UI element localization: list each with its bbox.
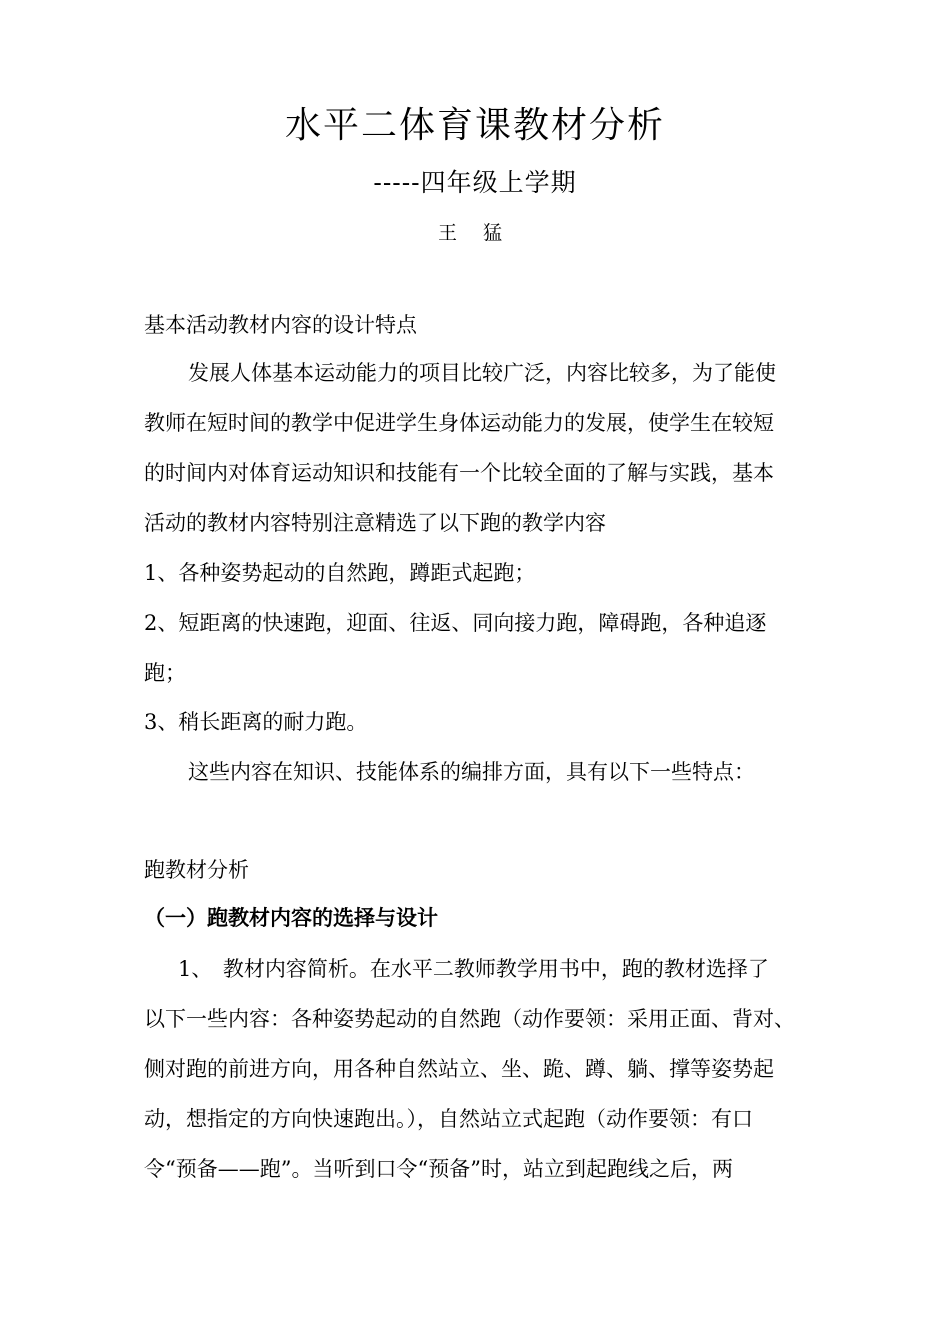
section-subheading: （一）跑教材内容的选择与设计 (144, 906, 438, 930)
section-heading: 基本活动教材内容的设计特点 (144, 313, 417, 337)
paragraph-line: 发展人体基本运动能力的项目比较广泛，内容比较多，为了能使 (188, 361, 776, 385)
paragraph-line: 侧对跑的前进方向，用各种自然站立、坐、跪、蹲、躺、撑等姿势起 (144, 1057, 774, 1081)
paragraph-line: 动，想指定的方向快速跑出。），自然站立式起跑（动作要领：有口 (144, 1107, 753, 1131)
paragraph-line: 以下一些内容：各种姿势起动的自然跑（动作要领：采用正面、背对、 (144, 1007, 795, 1031)
paragraph-line: 1、 教材内容简析。在水平二教师教学用书中，跑的教材选择了 (178, 957, 769, 981)
paragraph: 这些内容在知识、技能体系的编排方面，具有以下一些特点： (188, 760, 755, 784)
list-item-continuation: 跑； (144, 661, 186, 685)
paragraph-line: 活动的教材内容特别注意精选了以下跑的教学内容 (144, 511, 606, 535)
document-subtitle: -----四年级上学期 (373, 168, 577, 197)
list-item: 2、短距离的快速跑，迎面、往返、同向接力跑，障碍跑，各种追逐 (144, 611, 767, 635)
list-item: 3、稍长距离的耐力跑。 (144, 710, 368, 734)
section-heading: 跑教材分析 (144, 858, 249, 882)
paragraph-line: 的时间内对体育运动知识和技能有一个比较全面的了解与实践，基本 (144, 461, 774, 485)
list-item: 1、各种姿势起动的自然跑，蹲距式起跑； (144, 561, 536, 585)
paragraph-line: 令“预备——跑”。当听到口令“预备”时，站立到起跑线之后，两 (144, 1157, 733, 1181)
paragraph-line: 教师在短时间的教学中促进学生身体运动能力的发展，使学生在较短 (144, 411, 774, 435)
document-title: 水平二体育课教材分析 (284, 105, 665, 146)
document-author: 王 猛 (437, 222, 513, 244)
